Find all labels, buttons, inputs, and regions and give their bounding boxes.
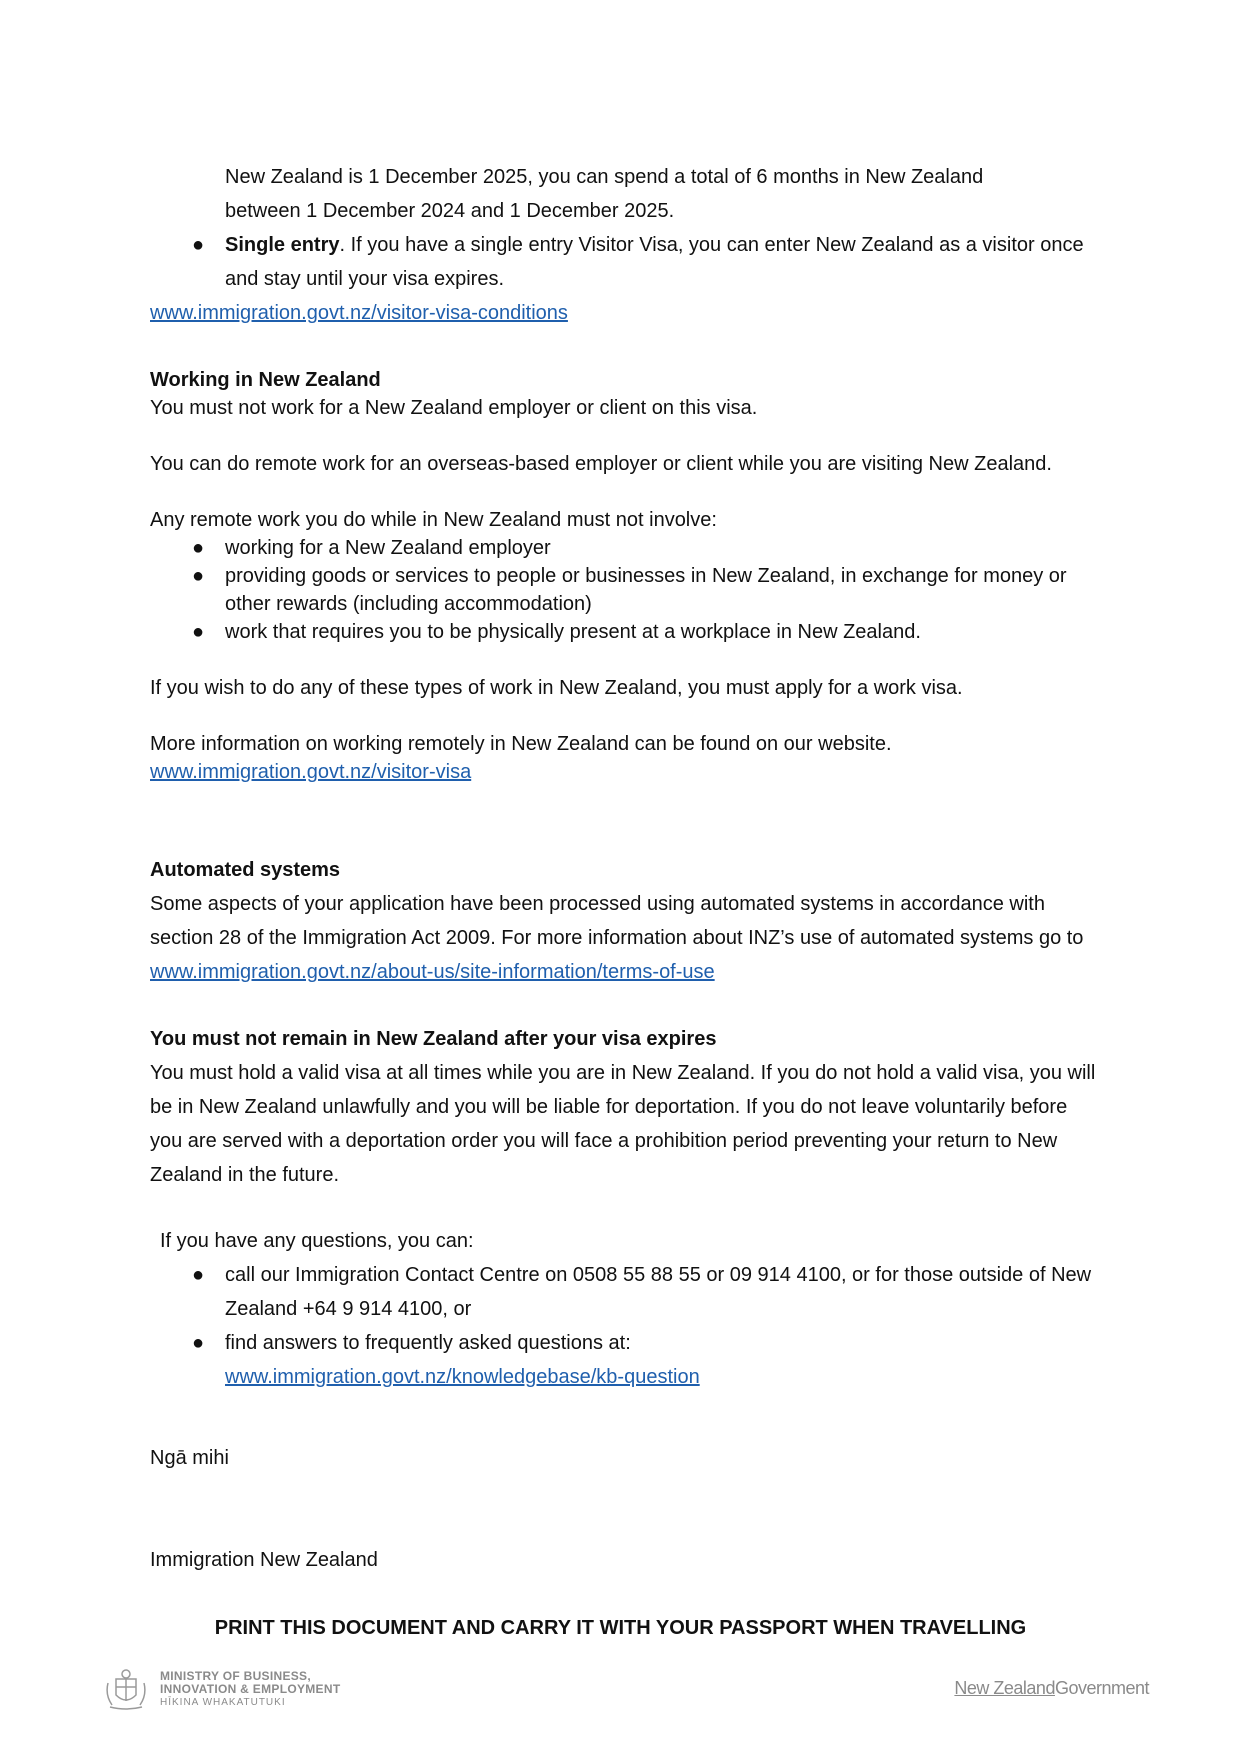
automated-heading: Automated systems [150, 859, 341, 881]
automated-paragraph [150, 887, 1100, 989]
working-paragraph-1: You must not work for a New Zealand employer or client on this visa. [150, 397, 758, 419]
visitor-visa-conditions-paragraph [150, 299, 1100, 327]
continuation-line-2: between 1 December 2024 and 1 December 2025. [225, 200, 675, 222]
nz-government-logo-nz: New Zealand [954, 1678, 1055, 1698]
faq-text: find answers to frequently asked questions at: [225, 1332, 631, 1354]
signoff-greeting-block [150, 1444, 1100, 1472]
nz-coat-of-arms-icon [102, 1665, 150, 1713]
mbie-logo [102, 1665, 340, 1713]
working-section [150, 366, 1100, 786]
signoff-greeting: Ngā mihi [150, 1447, 229, 1469]
remain-paragraph: You must hold a valid visa at all times while you are in New Zealand. If you do not hold a valid visa, you will be in New Zealand unlawfully and you will be liable for deportation. If you do not leave voluntarily before you are served with a deportation order you will face a prohibition period preventing your return to New Zealand in the future. [150, 1062, 1096, 1186]
nz-government-logo [954, 1678, 1149, 1699]
nz-government-logo-gov: Government [1054, 1678, 1149, 1698]
top-continuation [150, 160, 1100, 327]
mbie-line-2: INNOVATION & EMPLOYMENT [160, 1681, 341, 1696]
single-entry-list [150, 228, 1100, 296]
working-paragraph-5: More information on working remotely in New Zealand can be found on our website. [150, 733, 892, 755]
mbie-line-1: MINISTRY OF BUSINESS, [160, 1668, 311, 1683]
automated-text: Some aspects of your application have been processed using automated systems in accordance with section 28 of the Immigration Act 2009. For more information about INZ’s use of automated systems go to [150, 893, 1084, 949]
bullet-icon: ● [192, 1264, 205, 1286]
knowledgebase-link[interactable]: www.immigration.govt.nz/knowledgebase/kb-question [225, 1366, 700, 1388]
bullet-icon: ● [192, 537, 205, 559]
questions-section [150, 1224, 1100, 1394]
visitor-visa-link-paragraph [150, 758, 1100, 786]
working-paragraph-2: You can do remote work for an overseas-based employer or client while you are visiting New Zealand. [150, 453, 1052, 475]
signoff-sender-block [150, 1546, 1100, 1574]
list-item-text: working for a New Zealand employer [225, 537, 551, 559]
working-paragraph-3: Any remote work you do while in New Zealand must not involve: [150, 509, 717, 531]
list-item [150, 228, 1100, 296]
bullet-icon: ● [192, 621, 205, 643]
single-entry-label: Single entry [225, 234, 340, 256]
bullet-icon: ● [192, 234, 205, 256]
remain-section [150, 1022, 1100, 1192]
visitor-visa-link[interactable]: www.immigration.govt.nz/visitor-visa [150, 761, 472, 783]
bullet-icon: ● [192, 565, 205, 587]
terms-of-use-link[interactable]: www.immigration.govt.nz/about-us/site-information/terms-of-use [150, 961, 715, 983]
questions-intro: If you have any questions, you can: [160, 1230, 474, 1252]
print-notice: PRINT THIS DOCUMENT AND CARRY IT WITH YOUR PASSPORT WHEN TRAVELLING [214, 1617, 1027, 1639]
automated-section [150, 853, 1100, 989]
mbie-line-3: HĪKINA WHAKATUTUKI [160, 1696, 286, 1708]
mbie-wordmark [160, 1670, 340, 1709]
contact-centre-text: call our Immigration Contact Centre on 0508 55 88 55 or 09 914 4100, or for those outside of New Zealand +64 9 914 4100, or [225, 1264, 1092, 1320]
list-item [150, 618, 1100, 646]
working-paragraph-4: If you wish to do any of these types of work in New Zealand, you must apply for a work visa. [150, 677, 963, 699]
continuation-line-1: New Zealand is 1 December 2025, you can spend a total of 6 months in New Zealand [225, 166, 984, 188]
list-item [150, 534, 1100, 562]
list-item-text: work that requires you to be physically present at a workplace in New Zealand. [225, 621, 921, 643]
continuation-line [150, 160, 1100, 228]
questions-list [150, 1258, 1100, 1394]
bullet-icon: ● [192, 1332, 205, 1354]
list-item [150, 562, 1100, 618]
single-entry-text: . If you have a single entry Visitor Visa, you can enter New Zealand as a visitor once and stay until your visa expires. [225, 234, 1084, 290]
working-heading: Working in New Zealand [150, 369, 381, 391]
list-item-text: providing goods or services to people or businesses in New Zealand, in exchange for money or other rewards (including accommodation) [225, 565, 1067, 615]
list-item [150, 1326, 1100, 1394]
remote-work-list [150, 534, 1100, 646]
signoff-sender: Immigration New Zealand [150, 1549, 378, 1571]
list-item [150, 1258, 1100, 1326]
remain-heading: You must not remain in New Zealand after your visa expires [150, 1028, 717, 1050]
visitor-visa-conditions-link[interactable]: www.immigration.govt.nz/visitor-visa-conditions [150, 302, 568, 324]
